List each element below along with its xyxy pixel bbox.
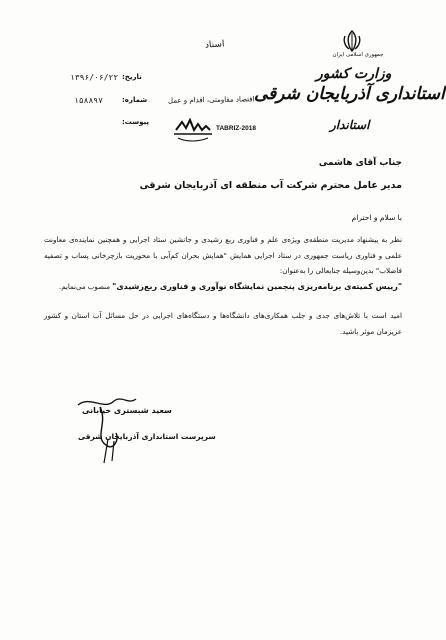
republic-caption: جمهوری اسلامی ایران bbox=[332, 52, 384, 58]
handwritten-signature bbox=[70, 393, 150, 465]
paragraph-2: امید است با تلاش‌های جدی و جلب همکاری‌های دانشگاه‌ها و دستگاه‌های اجرایی در حل مسائل آب استان و کشور عزیزمان موثر باشید. bbox=[44, 311, 402, 336]
tabriz-2018-logo bbox=[172, 116, 264, 146]
number-label: شماره: bbox=[122, 96, 148, 104]
iran-emblem-icon bbox=[339, 28, 365, 54]
slogan: اقتصاد مقاومتی، اقدام و عمل bbox=[167, 95, 255, 105]
logo-text: TABRIZ-2018 bbox=[216, 125, 256, 132]
appointment-title: "رییس کمیته‌ی برنامه‌ریزی پنجمین نمایشگاه نوآوری و فناوری ربع‌رشیدی" bbox=[112, 282, 402, 291]
greeting: با سلام و احترام bbox=[351, 213, 402, 222]
recipient: جناب آقای هاشمی bbox=[318, 158, 402, 168]
governor-title: استاندار bbox=[330, 118, 370, 132]
attachment-label: پیوست: bbox=[122, 118, 149, 126]
recipient-organization: مدیر عامل محترم شرکت آب منطقه ای آذربایجان شرقی bbox=[139, 180, 402, 191]
appointment-line bbox=[59, 282, 402, 291]
signatory-name: سعید شبستری خیابانی bbox=[82, 406, 172, 415]
date-label: تاریخ: bbox=[122, 73, 142, 81]
paragraph-1: نظر به پیشنهاد مدیریت منطقه‌ی ویژه‌ی علم و فناوری ربع رشیدی و جانشین ستاد اجرایی و همچنین نماینده‌ی معاونت علمی و فناوری ریاست جمهوری در ستاد اجرایی همایش "همایش بحران کم‌آبی با محوریت بازچرخانی پساب و تصفیه فاضلاب" بدین‌وسیله جنابعالی را به‌عنوان: bbox=[44, 235, 402, 275]
date-value: ۱۳۹۶/۰۶/۲۲ bbox=[70, 73, 119, 82]
governorate-title: استانداری آذربایجان شرقی bbox=[254, 84, 445, 104]
signatory-title: سرپرست استانداری آذربایجان شرقی bbox=[78, 432, 216, 441]
appointment-suffix: منصوب می‌نمایم. bbox=[59, 283, 113, 291]
top-handwritten-note: اسناد bbox=[204, 39, 225, 51]
ministry-title: وزارت کشور bbox=[316, 66, 392, 82]
number-value: ۱۵۸۸۹۷ bbox=[74, 96, 103, 105]
